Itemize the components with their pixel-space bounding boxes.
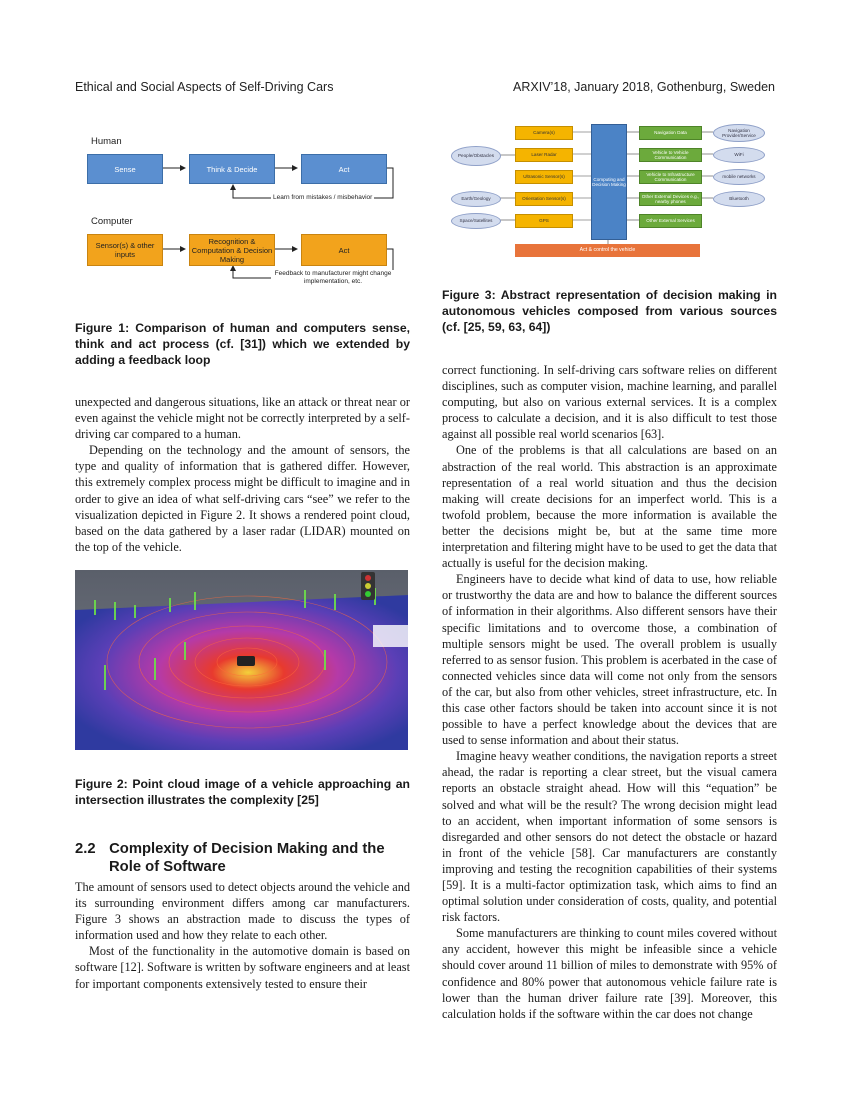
v2v-box: Vehicle to Vehicle Communication [639, 148, 702, 162]
paragraph: Imagine heavy weather conditions, the navigation reports a street ahead, the radar is reporting a clear street, but the visual camera reports an obstacle straight ahead. How will this “equation” be solved and what will be the result? The wrong decision might lead to an accident, when important information of some sensors is disregarded and other sensors do not detect the obstacle or hazard in front of the vehicle [58]. Car manufacturers are constantly improving and testing the recognition capabilities of their systems [59]. It is a multi-factor optimization task, which aims to find an optimal solution under consideration of costs, quality, and potential risk factors. [442, 749, 777, 925]
running-header-right: ARXIV’18, January 2018, Gothenburg, Sweden [513, 80, 775, 94]
section-title-line2: Role of Software [109, 859, 226, 875]
orientation-sensor-box: Orientation Sensor(s) [515, 192, 573, 206]
ultrasonic-sensor-box: Ultrasonic Sensor(s) [515, 170, 573, 184]
space-satellites-node: Space/Satellites [451, 213, 501, 229]
figure-2-point-cloud-image [75, 570, 408, 750]
left-column-top [75, 394, 410, 555]
left-column-bottom [75, 879, 410, 992]
act-computer-box: Act [301, 234, 387, 266]
figure-1-diagram [75, 128, 415, 298]
paragraph: Engineers have to decide what kind of data to use, how reliable or trustworthy the data are and how to balance the different sources of information in their algorithms. Also different sensors have their specific limitations and to overcome those, a combination of multiple sensors might be used. The overall problem is usually referred to as sensor fusion. This problem is acerbated in the case of connected vehicles since data will come not only from the sensors of the car, but also from other vehicles, street infrastructure, etc. In this case other factors should be taken into account since it is not possible to have a perfect knowledge about the devices that are used to sense information and about their status. [442, 572, 777, 748]
paragraph: Most of the functionality in the automotive domain is based on software [12]. Software is written by software engineers and at least for important components extensively tested to ensure their [75, 944, 410, 991]
section-title-line1: Complexity of Decision Making and the [109, 841, 385, 857]
paragraph: correct functioning. In self-driving cars software relies on different disciplines, such as computer vision, machine learning, and parallel computing, but also on various external services. It is a complex process to calculate a decision, and it is also difficult to test those against all possible real world scenarios [63]. [442, 363, 777, 442]
act-human-box: Act [301, 154, 387, 184]
learn-note: Learn from mistakes / misbehavior [273, 194, 373, 201]
sensors-box: Sensor(s) & other inputs [87, 234, 163, 266]
computing-decision-box: Computing and Decision Making [591, 124, 627, 240]
paragraph: One of the problems is that all calculations are based on an abstraction of the real world. This abstraction is an approximate representation of a real world situation and thus the decision making will create decisions for an imperfect world. This is a twofold problem, because the more information is available the better the decisions might be, but at the same time more interpretation and filtering might have to be used to get the data that actually is useful for the decision making. [442, 443, 777, 571]
earth-geology-node: Earth/Geology [451, 191, 501, 207]
other-services-box: Other External Services [639, 214, 702, 228]
section-heading [75, 840, 410, 876]
figure-3-caption: Figure 3: Abstract representation of decision making in autonomous vehicles composed from various sources (cf. [25, 59, 63, 64]) [442, 288, 777, 334]
navigation-provider-node: Navigation Provider/Service [713, 124, 765, 142]
gps-box: GPS [515, 214, 573, 228]
act-control-vehicle-box: Act & control the vehicle [515, 244, 700, 257]
wifi-node: WiFi [713, 147, 765, 163]
navigation-data-box: Navigation Data [639, 126, 702, 140]
section-number: 2.2 [75, 841, 96, 857]
laser-radar-box: Laser Radar [515, 148, 573, 162]
paragraph: The amount of sensors used to detect objects around the vehicle and its surrounding environment differs among car manufacturers. Figure 3 shows an abstraction made to discuss the types of information used and how they relate to each other. [75, 880, 410, 943]
think-decide-box: Think & Decide [189, 154, 275, 184]
people-obstacles-node: People/Obstacles [451, 146, 501, 166]
point-cloud-graphic [75, 570, 408, 750]
feedback-note: Feedback to manufacturer might change implementation, etc. [271, 270, 395, 286]
right-column [442, 362, 777, 1022]
running-header-left: Ethical and Social Aspects of Self-Driving Cars [75, 80, 334, 94]
other-devices-box: Other External Devices e.g., nearby phones [639, 192, 702, 206]
paragraph: Some manufacturers are thinking to count miles covered without any accident, however this might be infeasible since a vehicle should cover around 11 billion of miles to demonstrate with 95% of confidence and 80% power that autonomous vehicle failure rate is lower than the human driver failure rate [39]. Moreover, this calculation holds if the software within the car does not change [442, 926, 777, 1021]
figure-2-caption: Figure 2: Point cloud image of a vehicle approaching an intersection illustrates the complexity [25] [75, 777, 410, 807]
sense-box: Sense [87, 154, 163, 184]
camera-box: Camera(s) [515, 126, 573, 140]
paragraph: unexpected and dangerous situations, like an attack or threat near or even against the vehicle might not be correctly interpreted by a self-driving car compared to a human. [75, 395, 410, 442]
recognition-box: Recognition & Computation & Decision Making [189, 234, 275, 266]
mobile-networks-node: mobile networks [713, 169, 765, 185]
computer-label: Computer [91, 216, 133, 227]
figure-3-diagram [447, 120, 772, 262]
figure-1-caption: Figure 1: Comparison of human and computers sense, think and act process (cf. [31]) which we extended by adding a feedback loop [75, 321, 410, 367]
paragraph: Depending on the technology and the amount of sensors, the type and quality of information that is gathered differ. However, this extremely complex process might be difficult to imagine and in order to give an idea of what self-driving cars “see” we refer to the visualization depicted in Figure 2. It shows a rendered point cloud, based on the data gathered by a laser radar (LIDAR) mounted on the top of the vehicle. [75, 443, 410, 554]
human-label: Human [91, 136, 122, 147]
bluetooth-node: Bluetooth [713, 191, 765, 207]
v2i-box: Vehicle to Infrastructure Communication [639, 170, 702, 184]
